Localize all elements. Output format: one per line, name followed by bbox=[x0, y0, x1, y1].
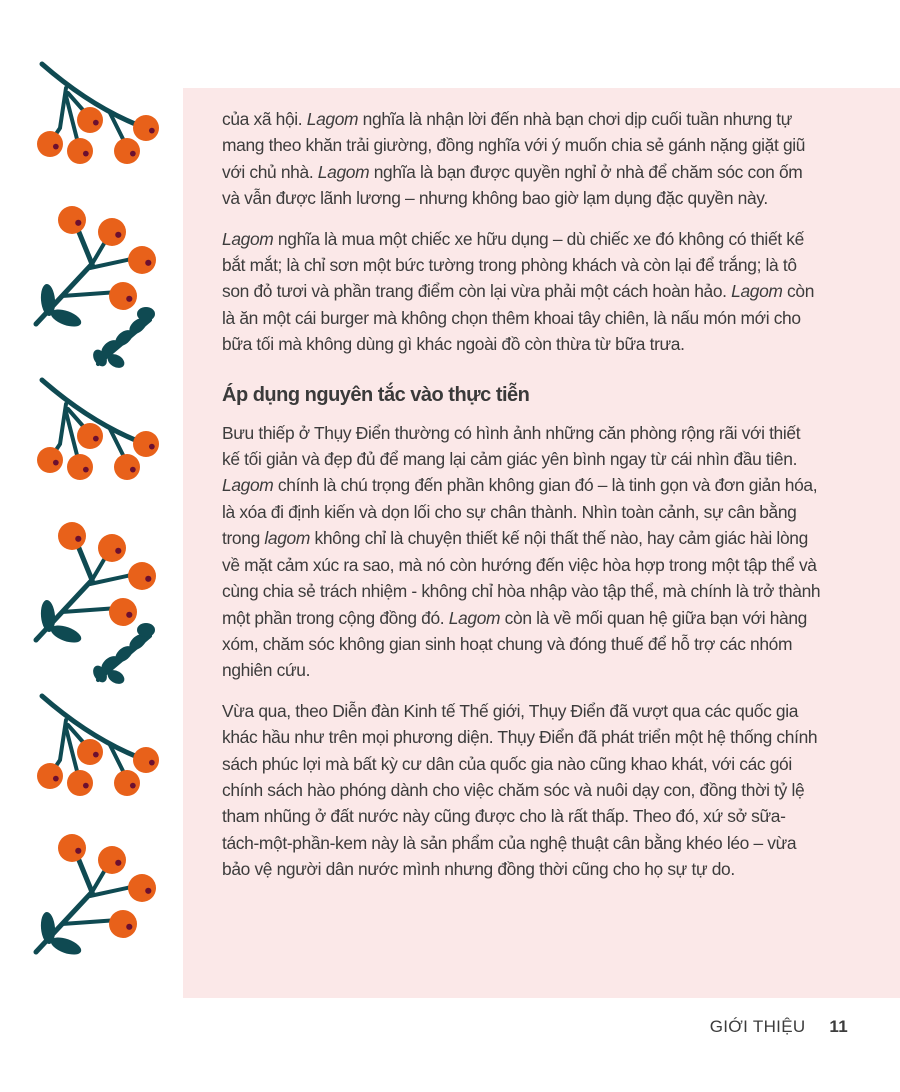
berry-dot bbox=[83, 467, 89, 473]
berry-icon bbox=[37, 131, 63, 157]
paragraph-3 bbox=[222, 420, 822, 684]
berry-icon bbox=[77, 423, 103, 449]
paragraph-4 bbox=[222, 698, 822, 883]
berry-dot bbox=[93, 120, 99, 126]
berry-icon bbox=[98, 846, 126, 874]
hanging-berry-cluster bbox=[37, 64, 159, 164]
page-footer bbox=[710, 1017, 848, 1037]
berry-icon bbox=[58, 206, 86, 234]
italic-term: Lagom bbox=[317, 161, 370, 182]
paragraph-2 bbox=[222, 226, 822, 358]
berry-dot bbox=[93, 436, 99, 442]
text-run: Vừa qua, theo Diễn đàn Kinh tế Thế giới, Thụy Điển đã vượt qua các quốc gia khác hầu như trên mọi phương diện. Thụy Điển đã phát triển một hệ thống chính sách phúc lợi mà bất kỳ cư dân của quốc gia nào cũng khao khát, với các gói chính sách hào phóng dành cho việc chăm sóc và nuôi dạy con, đồng thời tỷ lệ tham nhũng ở đất nước này cũng được cho là rất thấp. Theo đó, xứ sở sữa-tách-một-phần-kem này là sản phẩm của nghệ thuật cân bằng khéo léo – vừa bảo vệ người dân nước mình nhưng đồng thời cũng cho họ sự tự do. bbox=[222, 700, 818, 880]
berry-icon bbox=[114, 454, 140, 480]
berry-icon bbox=[128, 874, 156, 902]
berry-icon bbox=[128, 246, 156, 274]
berry-dot bbox=[149, 444, 155, 450]
berry-icon bbox=[58, 522, 86, 550]
leaf-icon bbox=[137, 307, 155, 321]
text-run: Bưu thiếp ở Thụy Điển thường có hình ảnh những căn phòng rộng rãi với thiết kế tối giản và đẹp đủ để mang lại cảm giác yên bình ngay từ cái nhìn đầu tiên. bbox=[222, 422, 801, 470]
italic-term: Lagom bbox=[448, 607, 501, 628]
italic-term: Lagom bbox=[731, 281, 783, 302]
leaf-sprig-icon bbox=[90, 307, 155, 371]
berry-icon bbox=[114, 770, 140, 796]
berry-dot bbox=[145, 260, 151, 266]
italic-term: Lagom bbox=[306, 109, 359, 129]
berry-dot bbox=[83, 151, 89, 157]
berry-dot bbox=[53, 776, 59, 782]
hanging-berry-cluster bbox=[37, 623, 159, 796]
berry-icon bbox=[37, 763, 63, 789]
berry-icon bbox=[58, 834, 86, 862]
paragraph-1 bbox=[222, 106, 822, 212]
leaf-icon bbox=[137, 623, 155, 637]
berry-dot bbox=[53, 144, 59, 150]
berry-dot bbox=[75, 848, 81, 854]
berry-dot bbox=[75, 536, 81, 542]
berry-dot bbox=[130, 783, 136, 789]
berry-dot bbox=[126, 924, 132, 930]
berry-dot bbox=[130, 467, 136, 473]
italic-term: Lagom bbox=[222, 475, 274, 496]
berry-dot bbox=[149, 760, 155, 766]
berry-icon bbox=[109, 598, 137, 626]
berry-icon bbox=[67, 454, 93, 480]
berry-dot bbox=[145, 888, 151, 894]
berry-dot bbox=[145, 576, 151, 582]
berry-dot bbox=[75, 220, 81, 226]
berry-dot bbox=[115, 548, 121, 554]
berry-dot bbox=[115, 232, 121, 238]
text-run: còn là về mối quan hệ giữa bạn với hàng xóm, chăm sóc không gian sinh hoạt chung và đóng thuế để hỗ trợ các nhóm nghiên cứu. bbox=[222, 607, 807, 681]
text-run: nghĩa là mua một chiếc xe hữu dụng – dù chiếc xe đó không có thiết kế bắt mắt; là chỉ sơn một bức tường trong phòng khách và còn lại để trắng; là tô son đỏ tươi và phần trang điểm còn lại vừa phải một cách hoàn hảo. bbox=[222, 228, 804, 302]
berry-icon bbox=[98, 534, 126, 562]
berry-icon bbox=[133, 431, 159, 457]
running-section-label: GIỚI THIỆU bbox=[709, 1017, 806, 1036]
berry-dot bbox=[83, 783, 89, 789]
text-run: nghĩa là bạn được quyền nghỉ ở nhà để chăm sóc con ốm và vẫn được lãnh lương – nhưng không bao giờ lạm dụng đặc quyền này. bbox=[222, 161, 803, 209]
berry-dot bbox=[130, 151, 136, 157]
berry-icon bbox=[77, 739, 103, 765]
berry-icon bbox=[109, 910, 137, 938]
section-heading: Áp dụng nguyên tắc vào thực tiễn bbox=[222, 383, 530, 406]
page-number: 11 bbox=[829, 1017, 848, 1036]
berry-dot bbox=[53, 460, 59, 466]
text-run: của xã hội. bbox=[222, 109, 307, 129]
italic-term: Lagom bbox=[222, 228, 274, 249]
berry-icon bbox=[77, 107, 103, 133]
berry-icon bbox=[128, 562, 156, 590]
berry-dot bbox=[126, 296, 132, 302]
upright-berry-branch bbox=[36, 834, 156, 958]
berry-dot bbox=[93, 752, 99, 758]
berry-dot bbox=[115, 860, 121, 866]
berry-icon bbox=[98, 218, 126, 246]
text-run: không chỉ là chuyện thiết kế nội thất thế nào, hay cảm giác hài lòng về mặt cảm xúc ra sao, mà nó còn hướng đến việc hòa hợp trong một tập thể và cùng chia sẻ trách nhiệm - không chỉ hòa nhập vào tập thể, mà chính là trở thành một phần trong cộng đồng đó. bbox=[222, 528, 821, 628]
hanging-berry-cluster bbox=[37, 307, 159, 480]
text-run: nghĩa là nhận lời đến nhà bạn chơi dịp cuối tuần nhưng tự mang theo khăn trải giường, đồng nghĩa với ý muốn chia sẻ gánh nặng giặt giũ với chủ nhà. bbox=[222, 109, 806, 182]
page-body bbox=[222, 106, 822, 897]
berry-icon bbox=[67, 770, 93, 796]
leaf-sprig-icon bbox=[90, 623, 155, 687]
berry-icon bbox=[109, 282, 137, 310]
berry-dot bbox=[126, 612, 132, 618]
berry-dot bbox=[149, 128, 155, 134]
text-run: còn là ăn một cái burger mà không chọn thêm khoai tây chiên, là nấu món mới cho bữa tối mà không dùng gì khác ngoài đồ còn thừa từ bữa trưa. bbox=[222, 281, 815, 355]
italic-term: lagom bbox=[264, 528, 310, 549]
berry-icon bbox=[37, 447, 63, 473]
berry-icon bbox=[133, 747, 159, 773]
berry-icon bbox=[67, 138, 93, 164]
text-run: chính là chú trọng đến phần không gian đó – là tinh gọn và đơn giản hóa, là xóa đi định kiến và dọn lối cho sự chân thành. Nhìn toàn cảnh, sự cân bằng trong bbox=[222, 475, 818, 549]
berry-icon bbox=[133, 115, 159, 141]
berry-icon bbox=[114, 138, 140, 164]
berry-ornament-column bbox=[0, 0, 180, 1092]
